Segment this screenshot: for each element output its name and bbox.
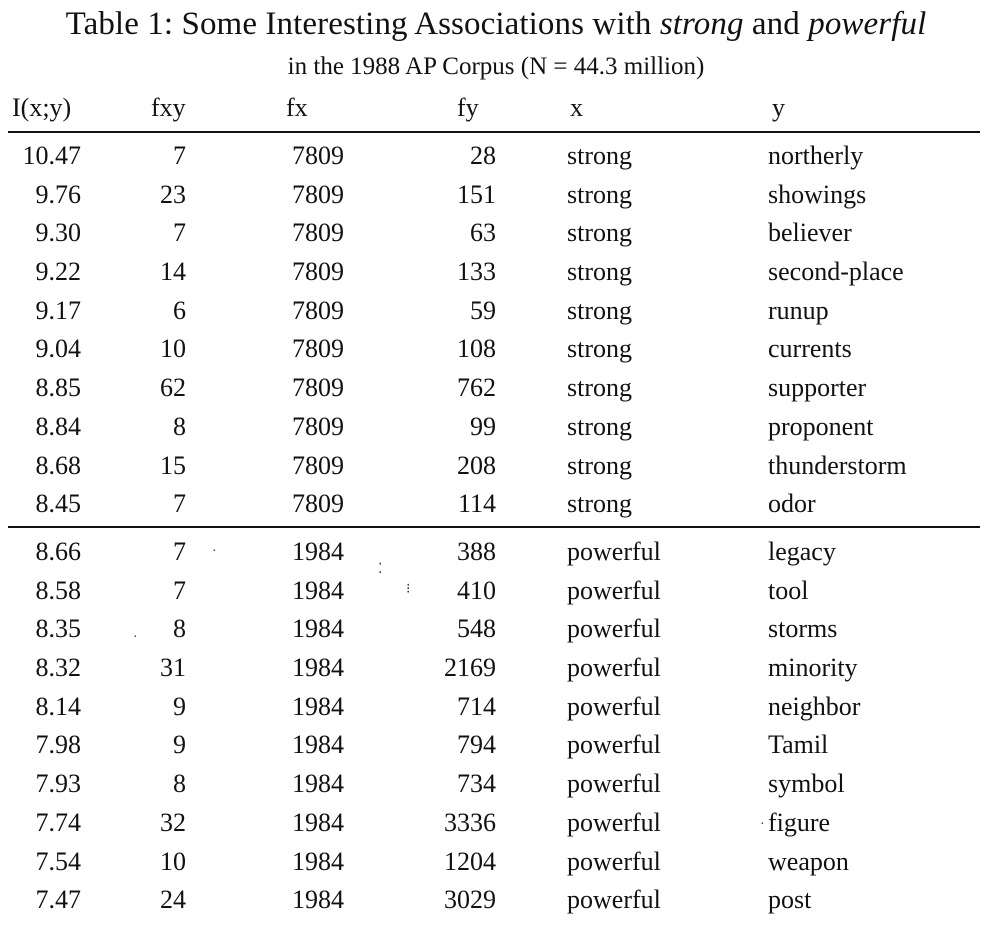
table-row [0,369,992,407]
cell-x: strong [567,489,632,519]
cell-fx: 1984 [292,769,344,799]
cell-fx: 1984 [292,885,344,915]
cell-fy: 3336 [444,807,496,837]
cell-y: thunderstorm [768,450,907,480]
cell-fxy: 7 [173,489,186,519]
caption-word-strong: strong [659,6,744,42]
cell-ixy: 7.98 [35,730,81,760]
cell-ixy: 7.54 [35,846,81,876]
cell-ixy: 9.76 [35,179,81,209]
cell-fxy: 24 [160,885,186,915]
powerful-group [0,533,992,919]
table-caption [0,2,992,46]
cell-y: proponent [768,411,874,441]
table-row [0,572,992,610]
cell-ixy: 8.66 [35,537,81,566]
table-row [0,408,992,446]
cell-y: northerly [768,141,864,170]
cell-y: currents [768,334,852,364]
cell-ixy: 8.32 [35,653,81,683]
cell-y: Tamil [768,730,829,760]
cell-fy: 108 [457,334,496,364]
cell-fx: 7809 [292,450,344,480]
cell-x: powerful [567,807,661,837]
cell-fx: 1984 [292,730,344,760]
cell-x: strong [567,373,632,403]
table-row [0,688,992,726]
cell-fy: 794 [457,730,496,760]
cell-x: strong [567,218,632,248]
header-rule [8,131,980,133]
table-row [0,533,992,571]
table-row [0,804,992,842]
cell-fy: 114 [457,489,496,519]
table-row [0,137,992,175]
cell-ixy: 9.30 [35,218,81,248]
cell-y: storms [768,614,838,644]
cell-fy: 208 [457,450,496,480]
cell-x: powerful [567,691,661,721]
cell-y: odor [768,489,816,519]
caption-word-powerful: powerful [808,6,927,42]
cell-fx: 1984 [292,653,344,683]
cell-ixy: 7.74 [35,807,81,837]
cell-fy: 151 [457,179,496,209]
cell-y: legacy [768,537,836,566]
cell-y: showings [768,179,867,209]
cell-fx: 7809 [292,411,344,441]
table-row [0,485,992,523]
cell-fxy: 8 [173,614,186,644]
cell-fxy: 14 [160,257,186,287]
cell-fy: 410 [457,575,496,605]
cell-y: supporter [768,373,867,403]
cell-fx: 7809 [292,373,344,403]
table-row [0,843,992,881]
cell-fxy: 7 [173,141,186,170]
header-fx: fx [286,93,308,122]
cell-y: figure [768,807,831,837]
cell-fy: 63 [470,218,496,248]
caption-prefix: Table 1: Some Interesting Associations with [65,6,652,42]
cell-fxy: 6 [173,295,186,325]
cell-fy: 59 [470,295,496,325]
table-row [0,649,992,687]
cell-fy: 3029 [444,885,496,915]
cell-fx: 1984 [292,807,344,837]
cell-x: strong [567,411,632,441]
cell-y: runup [768,295,829,325]
table-row [0,214,992,252]
cell-fx: 7809 [292,141,344,170]
cell-ixy: 10.47 [22,141,81,170]
cell-ixy: 8.85 [35,373,81,403]
cell-x: strong [567,257,632,287]
header-fy: fy [457,93,479,122]
cell-x: powerful [567,769,661,799]
group-divider-rule [8,526,980,528]
cell-x: strong [567,295,632,325]
cell-fy: 28 [470,141,496,170]
table-row [0,292,992,330]
cell-ixy: 8.35 [35,614,81,644]
cell-fxy: 31 [160,653,186,683]
cell-y: symbol [768,769,845,799]
cell-ixy: 8.68 [35,450,81,480]
cell-y: weapon [768,846,849,876]
cell-fy: 99 [470,411,496,441]
cell-x: strong [567,450,632,480]
cell-fx: 1984 [292,614,344,644]
cell-ixy: 7.47 [35,885,81,915]
cell-y: second-place [768,257,904,287]
header-ixy: I(x;y) [12,93,72,122]
cell-y: minority [768,653,858,683]
cell-fy: 133 [457,257,496,287]
table-row [0,765,992,803]
cell-fxy: 7 [173,218,186,248]
cell-fy: 762 [457,373,496,403]
cell-fx: 1984 [292,691,344,721]
table-row [0,176,992,214]
cell-x: strong [567,179,632,209]
cell-ixy: 9.22 [35,257,81,287]
cell-y: post [768,885,812,915]
caption-connector: and [751,6,800,42]
table-subtitle: in the 1988 AP Corpus (N = 44.3 million) [287,53,705,80]
cell-x: powerful [567,575,661,605]
cell-fx: 7809 [292,489,344,519]
table-row [0,447,992,485]
cell-fx: 7809 [292,257,344,287]
cell-ixy: 7.93 [35,769,81,799]
cell-fxy: 62 [160,373,186,403]
cell-x: powerful [567,653,661,683]
scan-speck: ⁝ [406,582,411,597]
cell-ixy: 8.14 [35,691,81,721]
cell-y: neighbor [768,691,861,721]
header-x: x [570,93,583,122]
cell-fxy: 10 [160,846,186,876]
cell-y: tool [768,575,809,605]
cell-fxy: 7 [173,575,186,605]
cell-ixy: 8.45 [35,489,81,519]
cell-fx: 7809 [292,295,344,325]
cell-x: powerful [567,885,661,915]
cell-fxy: 23 [160,179,186,209]
cell-x: strong [567,334,632,364]
cell-fxy: 10 [160,334,186,364]
scan-speck: · [133,630,138,645]
cell-fxy: 9 [173,730,186,760]
cell-x: strong [567,141,632,170]
table-row [0,253,992,291]
cell-fxy: 32 [160,807,186,837]
cell-fxy: 15 [160,450,186,480]
cell-ixy: 8.58 [35,575,81,605]
cell-fy: 734 [457,769,496,799]
strong-group [0,137,992,523]
cell-x: powerful [567,730,661,760]
table-row [0,726,992,764]
header-fxy: fxy [151,93,186,122]
cell-fy: 388 [457,537,496,566]
cell-fxy: 9 [173,691,186,721]
cell-x: powerful [567,537,661,566]
cell-fxy: 8 [173,411,186,441]
header-y: y [772,93,785,122]
cell-fxy: 8 [173,769,186,799]
table-header-row [0,89,992,127]
cell-fx: 1984 [292,537,344,566]
cell-ixy: 9.17 [35,295,81,325]
table-row [0,610,992,648]
cell-x: powerful [567,614,661,644]
cell-fx: 7809 [292,179,344,209]
cell-fy: 714 [457,691,496,721]
cell-fy: 2169 [444,653,496,683]
cell-x: powerful [567,846,661,876]
scan-speck: · [760,817,765,832]
scan-speck: ⁚ [378,562,383,577]
table-row [0,881,992,919]
cell-y: believer [768,218,852,248]
cell-fx: 1984 [292,575,344,605]
scan-speck: · [212,544,217,559]
cell-fy: 548 [457,614,496,644]
cell-fy: 1204 [444,846,496,876]
cell-fx: 1984 [292,846,344,876]
cell-fxy: 7 [173,537,186,566]
cell-fx: 7809 [292,334,344,364]
cell-fx: 7809 [292,218,344,248]
cell-ixy: 8.84 [35,411,81,441]
cell-ixy: 9.04 [35,334,81,364]
table-row [0,330,992,368]
